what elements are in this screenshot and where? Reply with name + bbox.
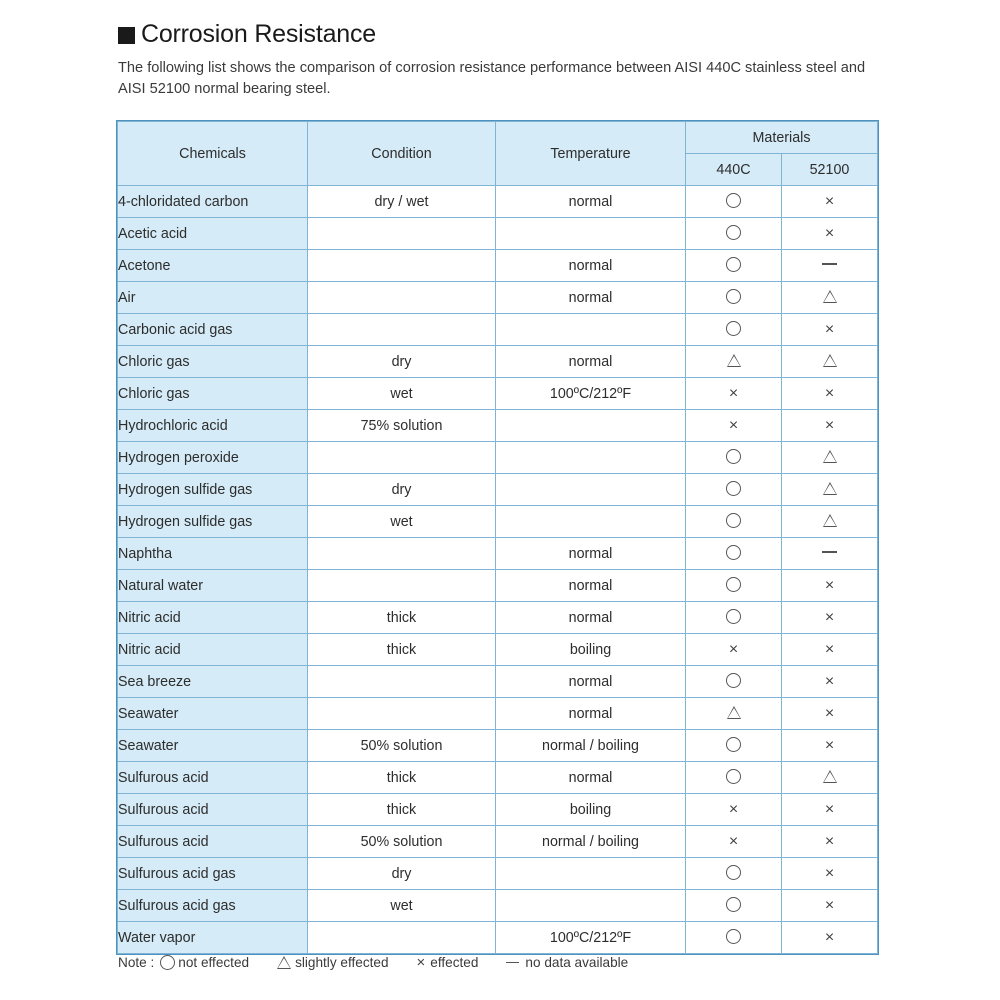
- cell-chemical: Natural water: [118, 570, 308, 602]
- cross-icon: ×: [728, 384, 739, 402]
- table-row: [118, 826, 878, 858]
- cross-icon: ×: [824, 672, 835, 690]
- cell-rating-440c: [686, 314, 782, 346]
- cell-condition: thick: [308, 602, 496, 634]
- cell-temperature: [496, 890, 686, 922]
- cross-icon: ×: [728, 800, 739, 818]
- table-row: [118, 666, 878, 698]
- cell-temperature: normal: [496, 282, 686, 314]
- dash-icon: [506, 962, 519, 964]
- cell-chemical: Sulfurous acid gas: [118, 858, 308, 890]
- circle-icon: [726, 929, 741, 944]
- cell-chemical: Air: [118, 282, 308, 314]
- table-row: [118, 314, 878, 346]
- cell-condition: 50% solution: [308, 826, 496, 858]
- cell-rating-440c: [686, 346, 782, 378]
- cell-temperature: normal / boiling: [496, 730, 686, 762]
- table-row: [118, 250, 878, 282]
- cell-temperature: normal / boiling: [496, 826, 686, 858]
- table-header-row-1: [118, 122, 878, 154]
- legend-item: [417, 955, 479, 970]
- table-body: [118, 186, 878, 954]
- cell-rating-52100: [782, 442, 878, 474]
- cell-rating-52100: [782, 762, 878, 794]
- cross-icon: ×: [824, 896, 835, 914]
- cell-rating-440c: [686, 698, 782, 730]
- cell-temperature: 100ºC/212ºF: [496, 378, 686, 410]
- cell-condition: thick: [308, 762, 496, 794]
- cell-rating-52100: [782, 858, 878, 890]
- cell-condition: 50% solution: [308, 730, 496, 762]
- cell-temperature: 100ºC/212ºF: [496, 922, 686, 954]
- cell-temperature: [496, 410, 686, 442]
- cell-rating-52100: [782, 538, 878, 570]
- table-row: [118, 730, 878, 762]
- circle-icon: [726, 449, 741, 464]
- cross-icon: ×: [824, 576, 835, 594]
- cell-condition: [308, 282, 496, 314]
- cross-icon: ×: [824, 704, 835, 722]
- triangle-icon: [823, 354, 837, 367]
- black-square-icon: [118, 27, 135, 44]
- cell-rating-440c: [686, 826, 782, 858]
- cell-chemical: Chloric gas: [118, 378, 308, 410]
- triangle-icon: [823, 290, 837, 303]
- table-row: [118, 858, 878, 890]
- cell-condition: wet: [308, 378, 496, 410]
- cell-rating-440c: [686, 474, 782, 506]
- cell-condition: thick: [308, 634, 496, 666]
- column-header-chemicals: Chemicals: [118, 122, 308, 186]
- circle-icon: [726, 193, 741, 208]
- cell-rating-440c: [686, 218, 782, 250]
- cell-rating-440c: [686, 186, 782, 218]
- cell-rating-440c: [686, 410, 782, 442]
- circle-icon: [726, 769, 741, 784]
- cell-condition: thick: [308, 794, 496, 826]
- legend-item-label: no data available: [525, 955, 629, 970]
- cell-rating-440c: [686, 634, 782, 666]
- cross-icon: ×: [824, 864, 835, 882]
- table-row: [118, 442, 878, 474]
- cell-condition: wet: [308, 506, 496, 538]
- circle-icon: [726, 897, 741, 912]
- cell-chemical: Naphtha: [118, 538, 308, 570]
- circle-icon: [726, 577, 741, 592]
- intro-paragraph: The following list shows the comparison of corrosion resistance performance between AISI 440C stainless steel and AISI 52100 normal bearing steel.: [118, 60, 866, 97]
- corrosion-resistance-table: [117, 121, 878, 954]
- legend-item-label: effected: [430, 955, 479, 970]
- cell-chemical: Hydrochloric acid: [118, 410, 308, 442]
- cell-temperature: [496, 314, 686, 346]
- column-header-materials: Materials: [686, 122, 878, 154]
- cell-condition: dry: [308, 474, 496, 506]
- cross-icon: ×: [824, 736, 835, 754]
- table-row: [118, 410, 878, 442]
- cell-chemical: Nitric acid: [118, 602, 308, 634]
- circle-icon: [726, 673, 741, 688]
- legend-item: [506, 955, 628, 970]
- cell-temperature: normal: [496, 346, 686, 378]
- cell-condition: [308, 314, 496, 346]
- cell-rating-440c: [686, 730, 782, 762]
- cross-icon: ×: [824, 928, 835, 946]
- cell-rating-440c: [686, 602, 782, 634]
- triangle-icon: [727, 706, 741, 719]
- table-row: [118, 474, 878, 506]
- cell-chemical: Seawater: [118, 730, 308, 762]
- cell-chemical: Hydrogen sulfide gas: [118, 506, 308, 538]
- cell-chemical: Seawater: [118, 698, 308, 730]
- cell-rating-440c: [686, 538, 782, 570]
- cell-rating-52100: [782, 474, 878, 506]
- cell-condition: dry / wet: [308, 186, 496, 218]
- table-row: [118, 794, 878, 826]
- cell-chemical: Sea breeze: [118, 666, 308, 698]
- table-row: [118, 218, 878, 250]
- circle-icon: [726, 225, 741, 240]
- cell-temperature: normal: [496, 602, 686, 634]
- table-row: [118, 698, 878, 730]
- cell-condition: [308, 570, 496, 602]
- cell-condition: dry: [308, 858, 496, 890]
- column-header-440c: 440C: [686, 154, 782, 186]
- cell-condition: [308, 250, 496, 282]
- cross-icon: ×: [824, 384, 835, 402]
- page-title: Corrosion Resistance: [141, 20, 376, 48]
- cell-rating-440c: [686, 506, 782, 538]
- cell-rating-52100: [782, 186, 878, 218]
- page-heading: [118, 22, 376, 47]
- cell-condition: dry: [308, 346, 496, 378]
- cell-rating-52100: [782, 634, 878, 666]
- cell-condition: [308, 698, 496, 730]
- circle-icon: [726, 289, 741, 304]
- cross-icon: ×: [824, 832, 835, 850]
- cell-temperature: normal: [496, 186, 686, 218]
- cross-icon: ×: [824, 608, 835, 626]
- table-head: [118, 122, 878, 186]
- table-row: [118, 602, 878, 634]
- triangle-icon: [727, 354, 741, 367]
- cell-rating-440c: [686, 250, 782, 282]
- cell-temperature: [496, 506, 686, 538]
- cell-chemical: Hydrogen sulfide gas: [118, 474, 308, 506]
- cell-rating-52100: [782, 602, 878, 634]
- cell-condition: [308, 538, 496, 570]
- table-row: [118, 378, 878, 410]
- cell-rating-52100: [782, 410, 878, 442]
- cross-icon: ×: [824, 192, 835, 210]
- legend-item-label: slightly effected: [295, 955, 389, 970]
- cell-temperature: normal: [496, 538, 686, 570]
- cell-condition: 75% solution: [308, 410, 496, 442]
- circle-icon: [726, 321, 741, 336]
- cell-temperature: boiling: [496, 794, 686, 826]
- circle-icon: [726, 609, 741, 624]
- cross-icon: ×: [824, 800, 835, 818]
- cell-rating-440c: [686, 890, 782, 922]
- column-header-52100: 52100: [782, 154, 878, 186]
- cross-icon: ×: [416, 954, 426, 971]
- cell-rating-52100: [782, 570, 878, 602]
- cell-rating-52100: [782, 698, 878, 730]
- table-row: [118, 506, 878, 538]
- note-label: Note :: [118, 955, 155, 970]
- cell-rating-52100: [782, 826, 878, 858]
- triangle-icon: [277, 956, 291, 969]
- cell-rating-440c: [686, 378, 782, 410]
- corrosion-table-wrapper: [117, 121, 877, 954]
- table-row: [118, 186, 878, 218]
- cell-chemical: Carbonic acid gas: [118, 314, 308, 346]
- cell-temperature: boiling: [496, 634, 686, 666]
- circle-icon: [726, 257, 741, 272]
- cross-icon: ×: [728, 832, 739, 850]
- table-row: [118, 282, 878, 314]
- table-row: [118, 634, 878, 666]
- cell-temperature: normal: [496, 570, 686, 602]
- cell-temperature: [496, 858, 686, 890]
- cell-rating-52100: [782, 282, 878, 314]
- cell-rating-52100: [782, 922, 878, 954]
- cell-rating-440c: [686, 922, 782, 954]
- table-row: [118, 538, 878, 570]
- cell-chemical: Chloric gas: [118, 346, 308, 378]
- cross-icon: ×: [728, 640, 739, 658]
- triangle-icon: [823, 770, 837, 783]
- cell-chemical: Sulfurous acid gas: [118, 890, 308, 922]
- circle-icon: [726, 513, 741, 528]
- cell-chemical: Hydrogen peroxide: [118, 442, 308, 474]
- cell-rating-440c: [686, 666, 782, 698]
- cell-rating-440c: [686, 794, 782, 826]
- cell-rating-52100: [782, 506, 878, 538]
- table-row: [118, 762, 878, 794]
- cell-temperature: [496, 474, 686, 506]
- table-row: [118, 890, 878, 922]
- cell-rating-52100: [782, 794, 878, 826]
- cross-icon: ×: [824, 640, 835, 658]
- cell-rating-52100: [782, 666, 878, 698]
- cell-temperature: normal: [496, 698, 686, 730]
- legend-item: [277, 955, 388, 970]
- cross-icon: ×: [824, 224, 835, 242]
- cell-chemical: Acetone: [118, 250, 308, 282]
- cell-rating-52100: [782, 890, 878, 922]
- cell-rating-52100: [782, 378, 878, 410]
- circle-icon: [160, 955, 175, 970]
- cell-condition: wet: [308, 890, 496, 922]
- cell-chemical: Acetic acid: [118, 218, 308, 250]
- table-row: [118, 570, 878, 602]
- legend-note: [118, 955, 628, 970]
- dash-icon: [822, 551, 837, 553]
- cell-condition: [308, 218, 496, 250]
- cell-rating-52100: [782, 250, 878, 282]
- cross-icon: ×: [824, 416, 835, 434]
- cell-condition: [308, 442, 496, 474]
- cell-chemical: Sulfurous acid: [118, 826, 308, 858]
- cross-icon: ×: [824, 320, 835, 338]
- cell-rating-52100: [782, 218, 878, 250]
- circle-icon: [726, 737, 741, 752]
- circle-icon: [726, 481, 741, 496]
- cell-rating-440c: [686, 858, 782, 890]
- cell-condition: [308, 666, 496, 698]
- legend-item: [160, 955, 249, 970]
- dash-icon: [822, 263, 837, 265]
- triangle-icon: [823, 514, 837, 527]
- cell-rating-440c: [686, 442, 782, 474]
- cell-chemical: 4-chloridated carbon: [118, 186, 308, 218]
- cell-temperature: [496, 218, 686, 250]
- cell-temperature: normal: [496, 666, 686, 698]
- cell-rating-440c: [686, 282, 782, 314]
- cell-rating-440c: [686, 762, 782, 794]
- table-row: [118, 922, 878, 954]
- cell-chemical: Sulfurous acid: [118, 794, 308, 826]
- column-header-temperature: Temperature: [496, 122, 686, 186]
- cell-rating-52100: [782, 730, 878, 762]
- cell-rating-52100: [782, 346, 878, 378]
- cell-condition: [308, 922, 496, 954]
- cell-chemical: Sulfurous acid: [118, 762, 308, 794]
- triangle-icon: [823, 450, 837, 463]
- cell-temperature: normal: [496, 762, 686, 794]
- cell-temperature: [496, 442, 686, 474]
- column-header-condition: Condition: [308, 122, 496, 186]
- cell-rating-440c: [686, 570, 782, 602]
- table-row: [118, 346, 878, 378]
- circle-icon: [726, 865, 741, 880]
- cell-chemical: Water vapor: [118, 922, 308, 954]
- cross-icon: ×: [728, 416, 739, 434]
- cell-chemical: Nitric acid: [118, 634, 308, 666]
- circle-icon: [726, 545, 741, 560]
- cell-temperature: normal: [496, 250, 686, 282]
- legend-item-label: not effected: [178, 955, 250, 970]
- triangle-icon: [823, 482, 837, 495]
- cell-rating-52100: [782, 314, 878, 346]
